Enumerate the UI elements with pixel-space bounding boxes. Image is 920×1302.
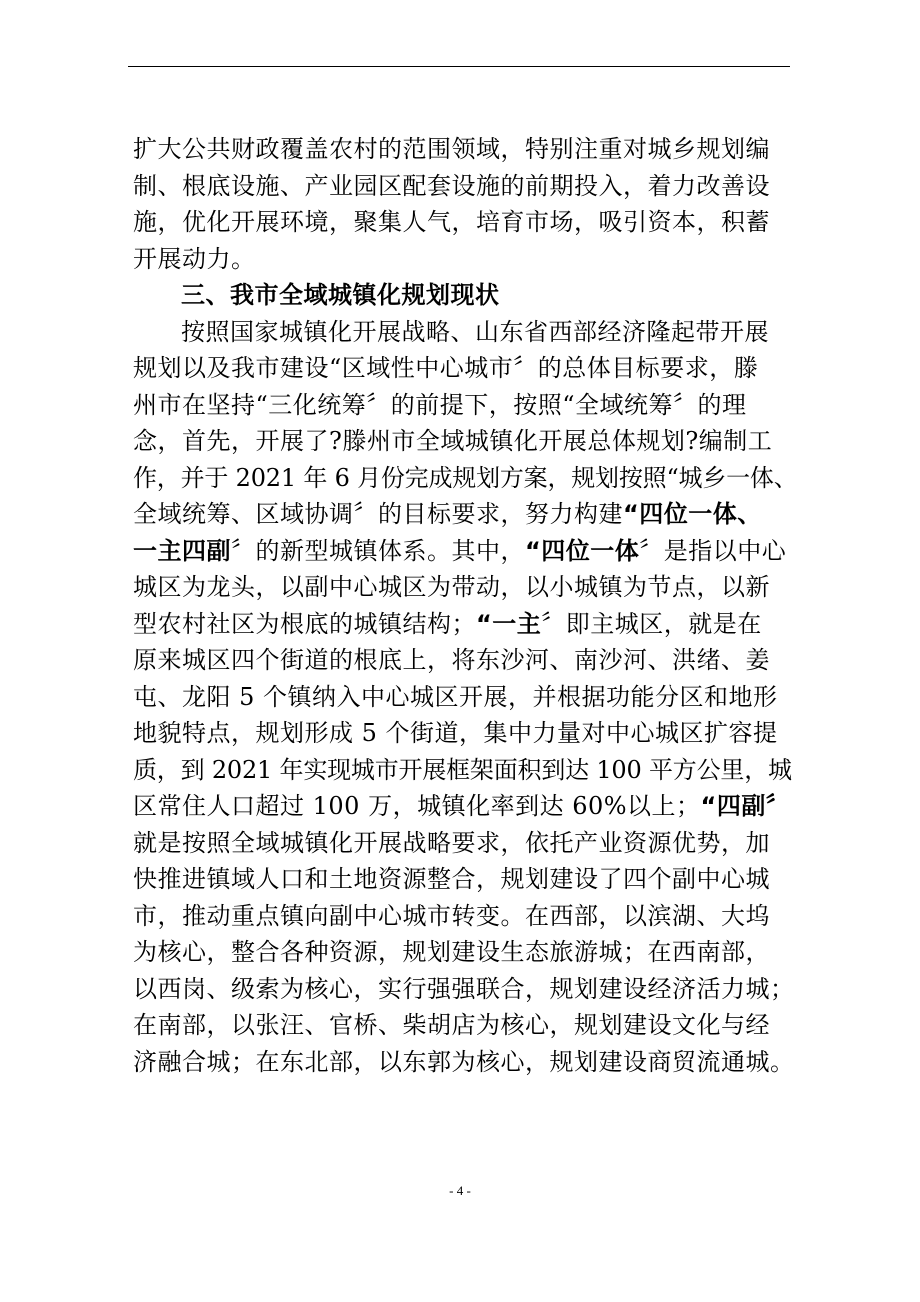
text-line: 全域统筹、区域协调〞的目标要求，努力构建“四位一体、 [133, 500, 762, 528]
bold-phrase: “一主 [476, 609, 542, 638]
text-line: 施，优化开展环境，聚集人气，培育市场，吸引资本，积蓄 [133, 208, 770, 236]
page-number: - 4 - [449, 1183, 471, 1198]
text-line: 质，到 2021 年实现城市开展框架面积到达 100 平方公里，城 [133, 755, 792, 784]
text-line: 州市在坚持“三化统筹〞的前提下，按照“全域统筹〞的理 [133, 390, 747, 419]
section-heading: 三、我市全域城镇化规划现状 [181, 281, 500, 309]
text-line: 屯、龙阳 5 个镇纳入中心城区开展，并根据功能分区和地形 [133, 682, 778, 711]
text-line: 型农村社区为根底的城镇结构；“一主〞即主城区，就是在 [133, 609, 762, 638]
text-line: 规划以及我市建设“区域性中心城市〞的总体目标要求，滕 [133, 354, 759, 382]
text-line: 制、根底设施、产业园区配套设施的前期投入，着力改善设 [133, 171, 770, 200]
text-line: 念，首先，开展了?滕州市全域城镇化开展总体规划?编制工 [133, 427, 773, 455]
header-rule [128, 66, 790, 67]
text-line: 以西岗、级索为核心，实行强强联合，规划建设经济活力城； [133, 974, 795, 1003]
bold-phrase: “四位一体 [525, 536, 640, 565]
text-line: 作，并于 2021 年 6 月份完成规划方案，规划按照“城乡一体、 [133, 463, 798, 492]
text-line: 济融合城；在东北部，以东郭为核心，规划建设商贸流通城。 [133, 1047, 795, 1076]
text-line: 为核心，整合各种资源，规划建设生态旅游城；在西南部， [133, 938, 770, 966]
bold-phrase: 一主四副 [133, 536, 231, 565]
text-line: 市，推动重点镇向副中心城市转变。在西部，以滨湖、大坞 [133, 901, 770, 930]
text-line: 城区为龙头，以副中心城区为带动，以小城镇为节点，以新 [133, 573, 770, 601]
paragraph-start: 按照国家城镇化开展战略、山东省西部经济隆起带开展 [181, 317, 769, 346]
text-line: 就是按照全域城镇化开展战略要求，依托产业资源优势，加 [133, 828, 770, 857]
text-line: 扩大公共财政覆盖农村的范围领域，特别注重对城乡规划编 [133, 135, 770, 163]
bold-phrase: “四副〞 [700, 792, 791, 820]
text-line: 一主四副〞的新型城镇体系。其中，“四位一体〞是指以中心 [133, 536, 787, 565]
body-text [133, 131, 813, 1080]
text-line: 快推进镇域人口和土地资源整合，规划建设了四个副中心城 [133, 865, 770, 893]
text-line: 地貌特点，规划形成 5 个街道，集中力量对中心城区扩容提 [133, 719, 778, 747]
text-line: 开展动力。 [133, 244, 256, 273]
text-line: 在南部，以张汪、官桥、柴胡店为核心，规划建设文化与经 [133, 1011, 770, 1039]
text-line: 区常住人口超过 100 万，城镇化率到达 60%以上；“四副〞 [133, 792, 791, 820]
text-line: 原来城区四个街道的根底上，将东沙河、南沙河、洪绪、姜 [133, 646, 770, 674]
bold-phrase: “四位一体、 [623, 500, 762, 528]
